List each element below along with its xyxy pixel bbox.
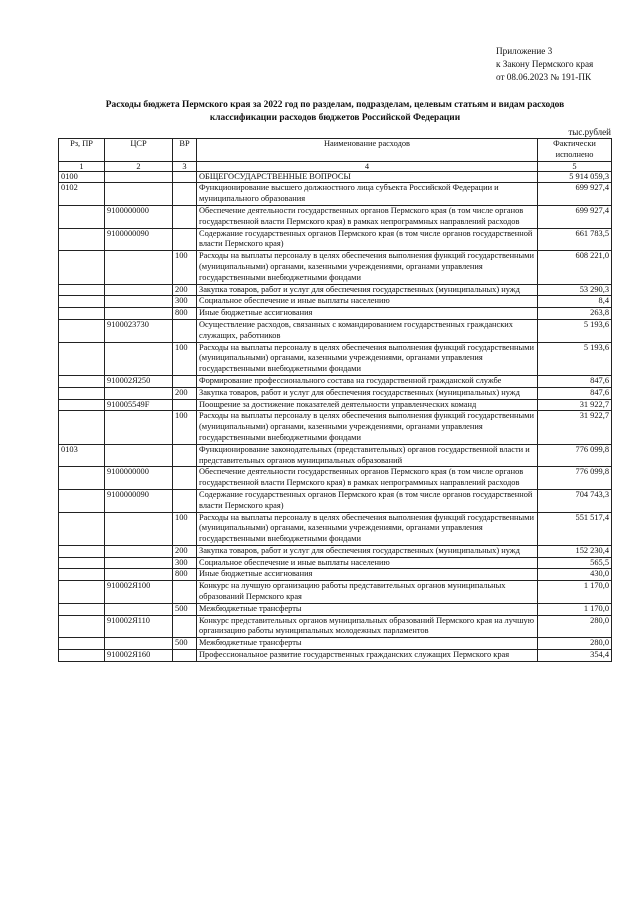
cell-sum: 661 783,5 [538,228,612,251]
cell-vr: 200 [173,387,197,399]
cell-sum: 704 743,3 [538,489,612,512]
cell-vr [173,489,197,512]
cell-name: Расходы на выплаты персоналу в целях обеспечения выполнения функций государственными (муниципальными) органами, казенными учреждениями, органами управления государственными внебюджетными фондами [197,251,538,284]
cell-csr: 910002Я110 [105,615,173,638]
cell-sum: 152 230,4 [538,545,612,557]
cell-sum: 776 099,8 [538,444,612,467]
cell-rz [59,581,105,604]
cell-csr [105,183,173,206]
title-line-1: Расходы бюджета Пермского края за 2022 год по разделам, подразделам, целевым статьям и видам расходов [105,100,565,110]
cell-vr [173,205,197,228]
cell-sum: 551 517,4 [538,512,612,545]
table-row [59,411,612,444]
cell-sum: 699 927,4 [538,183,612,206]
cell-sum: 847,6 [538,387,612,399]
table-row [59,569,612,581]
cell-name: Иные бюджетные ассигнования [197,308,538,320]
cell-csr: 9100000000 [105,205,173,228]
cell-rz [59,205,105,228]
cell-vr: 500 [173,603,197,615]
cell-rz [59,467,105,490]
appendix-line-1: Приложение 3 [496,46,553,56]
cell-sum: 699 927,4 [538,205,612,228]
cell-csr [105,342,173,375]
document-title [40,99,630,125]
expenditure-table [58,138,612,662]
cell-name: Расходы на выплаты персоналу в целях обеспечения выполнения функций государственными (муниципальными) органами, казенными учреждениями, органами управления государственными внебюджетными фондами [197,342,538,375]
header-row [59,139,612,162]
cell-name: Профессиональное развитие государственных гражданских служащих Пермского края [197,650,538,662]
table-row [59,467,612,490]
cell-vr [173,581,197,604]
colnum-rz: 1 [59,161,105,171]
column-number-row [59,161,612,171]
cell-name: Осуществление расходов, связанных с командированием государственных гражданских служащих, работников [197,319,538,342]
cell-sum: 53 290,3 [538,284,612,296]
cell-vr: 800 [173,308,197,320]
cell-sum: 8,4 [538,296,612,308]
cell-rz: 0100 [59,171,105,183]
cell-vr: 100 [173,512,197,545]
header-sum: Фактически исполнено [538,139,612,162]
cell-csr: 9100000000 [105,467,173,490]
cell-csr [105,444,173,467]
cell-vr [173,319,197,342]
cell-csr: 9100000090 [105,489,173,512]
cell-sum: 608 221,0 [538,251,612,284]
cell-sum: 5 914 059,3 [538,171,612,183]
table-row [59,319,612,342]
cell-name: Обеспечение деятельности государственных органов Пермского края (в том числе органов государственной власти Пермского края) в рамках непрограммных направлений расходов [197,467,538,490]
cell-rz [59,228,105,251]
cell-rz: 0102 [59,183,105,206]
table-row [59,581,612,604]
cell-sum: 430,0 [538,569,612,581]
cell-vr [173,183,197,206]
header-name: Наименование расходов [197,139,538,162]
cell-sum: 31 922,7 [538,399,612,411]
title-line-2: классификации расходов бюджетов Российской Федерации [209,113,461,123]
table-row [59,545,612,557]
cell-rz [59,296,105,308]
cell-rz [59,319,105,342]
cell-rz [59,603,105,615]
colnum-vr: 3 [173,161,197,171]
cell-rz [59,557,105,569]
cell-rz: 0103 [59,444,105,467]
cell-csr [105,411,173,444]
cell-name: Функционирование законодательных (представительных) органов государственной власти и представительных органов муниципальных образований [197,444,538,467]
cell-sum: 565,5 [538,557,612,569]
cell-vr [173,399,197,411]
table-row [59,342,612,375]
table-row [59,489,612,512]
colnum-sum: 5 [538,161,612,171]
table-row [59,228,612,251]
cell-sum: 776 099,8 [538,467,612,490]
table-row [59,615,612,638]
cell-rz [59,251,105,284]
cell-csr [105,171,173,183]
cell-csr: 910002Я250 [105,375,173,387]
cell-vr: 300 [173,557,197,569]
table-row [59,171,612,183]
cell-name: Социальное обеспечение и иные выплаты населению [197,296,538,308]
table-row [59,399,612,411]
cell-csr [105,308,173,320]
cell-csr: 910005549F [105,399,173,411]
cell-csr: 9100023730 [105,319,173,342]
cell-rz [59,489,105,512]
cell-csr [105,251,173,284]
cell-vr [173,615,197,638]
cell-name: Содержание государственных органов Пермского края (в том числе органов государственной власти Пермского края) [197,489,538,512]
table-row [59,557,612,569]
cell-sum: 847,6 [538,375,612,387]
cell-rz [59,387,105,399]
cell-name: ОБЩЕГОСУДАРСТВЕННЫЕ ВОПРОСЫ [197,171,538,183]
cell-vr: 100 [173,251,197,284]
cell-sum: 5 193,6 [538,342,612,375]
cell-name: Межбюджетные трансферты [197,638,538,650]
table-row [59,638,612,650]
cell-name: Конкурс представительных органов муниципальных образований Пермского края на лучшую организацию работы муниципальных молодежных парламентов [197,615,538,638]
cell-rz [59,545,105,557]
cell-rz [59,308,105,320]
cell-vr: 200 [173,545,197,557]
cell-sum: 1 170,0 [538,603,612,615]
cell-csr [105,569,173,581]
cell-vr [173,444,197,467]
appendix-line-2: к Закону Пермского края [496,59,594,69]
table-row [59,603,612,615]
table-row [59,251,612,284]
header-rz: Рз, ПР [59,139,105,162]
cell-vr: 500 [173,638,197,650]
cell-csr [105,284,173,296]
cell-rz [59,342,105,375]
cell-vr: 100 [173,342,197,375]
table-row [59,444,612,467]
cell-rz [59,569,105,581]
cell-sum: 280,0 [538,615,612,638]
table-row [59,205,612,228]
cell-csr [105,545,173,557]
cell-name: Формирование профессионального состава на государственной гражданской службе [197,375,538,387]
cell-name: Расходы на выплаты персоналу в целях обеспечения выполнения функций государственными (муниципальными) органами, казенными учреждениями, органами управления государственными внебюджетными фондами [197,512,538,545]
cell-csr: 910002Я160 [105,650,173,662]
cell-name: Конкурс на лучшую организацию работы представительных органов муниципальных образований Пермского края [197,581,538,604]
cell-vr: 800 [173,569,197,581]
cell-csr [105,296,173,308]
cell-vr [173,375,197,387]
cell-name: Поощрение за достижение показателей деятельности управленческих команд [197,399,538,411]
cell-vr [173,467,197,490]
header-csr: ЦСР [105,139,173,162]
cell-name: Иные бюджетные ассигнования [197,569,538,581]
cell-sum: 31 922,7 [538,411,612,444]
cell-rz [59,284,105,296]
cell-name: Закупка товаров, работ и услуг для обеспечения государственных (муниципальных) нужд [197,387,538,399]
table-row [59,183,612,206]
cell-name: Социальное обеспечение и иные выплаты населению [197,557,538,569]
cell-name: Содержание государственных органов Пермского края (в том числе органов государственной власти Пермского края) [197,228,538,251]
cell-vr [173,171,197,183]
table-row [59,650,612,662]
cell-vr: 300 [173,296,197,308]
header-vr: ВР [173,139,197,162]
cell-sum: 263,8 [538,308,612,320]
cell-vr: 100 [173,411,197,444]
cell-rz [59,650,105,662]
cell-sum: 280,0 [538,638,612,650]
table-row [59,375,612,387]
table-row [59,284,612,296]
table-row [59,308,612,320]
cell-name: Обеспечение деятельности государственных органов Пермского края (в том числе органов государственной власти Пермского края) в рамках непрограммных направлений расходов [197,205,538,228]
cell-csr [105,638,173,650]
units-label: тыс.рублей [568,127,611,137]
cell-vr: 200 [173,284,197,296]
table-body [59,139,612,662]
cell-vr [173,228,197,251]
cell-name: Расходы на выплаты персоналу в целях обеспечения выполнения функций государственными (муниципальными) органами, казенными учреждениями, органами управления государственными внебюджетными фондами [197,411,538,444]
cell-sum: 5 193,6 [538,319,612,342]
cell-rz [59,411,105,444]
colnum-csr: 2 [105,161,173,171]
cell-rz [59,615,105,638]
cell-csr: 9100000090 [105,228,173,251]
cell-rz [59,375,105,387]
cell-sum: 354,4 [538,650,612,662]
cell-name: Закупка товаров, работ и услуг для обеспечения государственных (муниципальных) нужд [197,284,538,296]
cell-csr [105,387,173,399]
appendix-block [496,45,593,84]
cell-rz [59,638,105,650]
cell-csr [105,603,173,615]
cell-name: Межбюджетные трансферты [197,603,538,615]
cell-csr: 910002Я100 [105,581,173,604]
appendix-line-3: от 08.06.2023 № 191-ПК [496,72,592,82]
table-row [59,387,612,399]
colnum-name: 4 [197,161,538,171]
cell-csr [105,512,173,545]
cell-name: Закупка товаров, работ и услуг для обеспечения государственных (муниципальных) нужд [197,545,538,557]
cell-rz [59,512,105,545]
cell-sum: 1 170,0 [538,581,612,604]
table-row [59,512,612,545]
cell-csr [105,557,173,569]
cell-rz [59,399,105,411]
table-row [59,296,612,308]
cell-vr [173,650,197,662]
cell-name: Функционирование высшего должностного лица субъекта Российской Федерации и муниципального образования [197,183,538,206]
